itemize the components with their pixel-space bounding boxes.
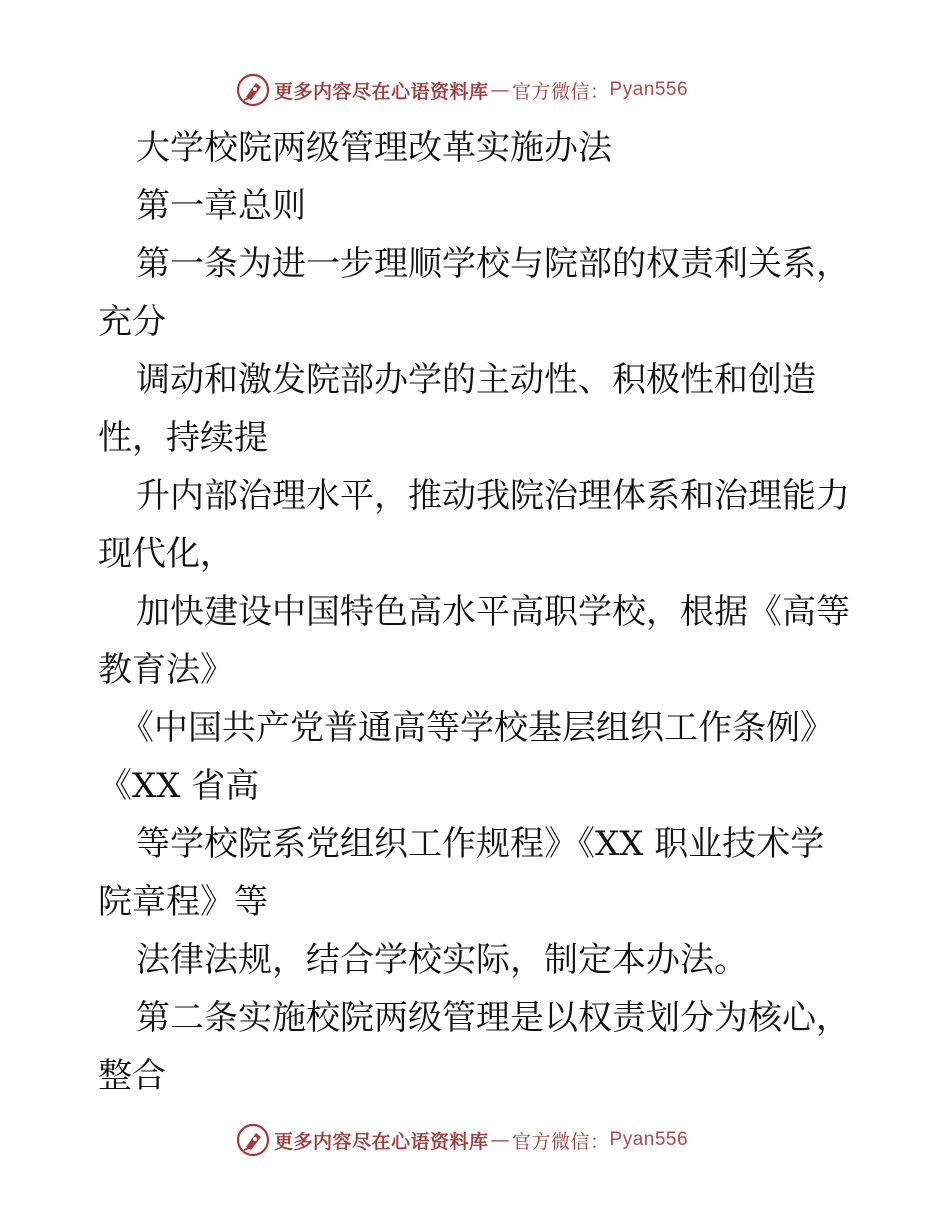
pen-nib-logo-icon (236, 1123, 270, 1157)
paragraph-line: 第一条为进一步理顺学校与院部的权责利关系， (136, 244, 850, 284)
paragraph-line: 调动和激发院部办学的主动性、积极性和创造 (136, 360, 816, 400)
footer-watermark-banner (236, 1122, 688, 1158)
banner-separator: — (490, 1129, 511, 1151)
document-body (98, 122, 898, 1108)
banner-contact-label: 官方微信： (512, 1130, 610, 1153)
paragraph-line: 教育法》 (98, 650, 234, 690)
banner-contact-id: Pyan556 (609, 79, 689, 100)
banner-contact-label: 官方微信： (512, 80, 610, 103)
pen-nib-logo-icon (236, 73, 270, 107)
banner-brand-text: 更多内容尽在心语资料库 (274, 1130, 489, 1153)
document-title: 大学校院两级管理改革实施办法 (136, 128, 612, 168)
header-watermark-banner (236, 72, 688, 108)
paragraph-line: 性，持续提 (98, 418, 268, 458)
banner-separator: — (490, 79, 511, 101)
chapter-heading: 第一章总则 (136, 186, 306, 226)
paragraph-line: 院章程》等 (98, 882, 268, 922)
banner-contact-id: Pyan556 (609, 1129, 689, 1150)
paragraph-line: 充分 (98, 302, 166, 342)
paragraph-line: 现代化， (98, 534, 234, 574)
paragraph-line: 《中国共产党普通高等学校基层组织工作条例》 (120, 708, 834, 748)
paragraph-line: 加快建设中国特色高水平高职学校，根据《高等 (136, 592, 850, 632)
paragraph-line: 等学校院系党组织工作规程》《XX 职业技术学 (136, 824, 825, 864)
paragraph-line: 升内部治理水平，推动我院治理体系和治理能力 (136, 476, 850, 516)
paragraph-line: 整合 (98, 1056, 166, 1096)
paragraph-line: 《XX 省高 (98, 766, 260, 806)
paragraph-line: 法律法规，结合学校实际，制定本办法。 (136, 940, 748, 980)
banner-brand-text: 更多内容尽在心语资料库 (274, 80, 489, 103)
paragraph-line: 第二条实施校院两级管理是以权责划分为核心， (136, 998, 850, 1038)
